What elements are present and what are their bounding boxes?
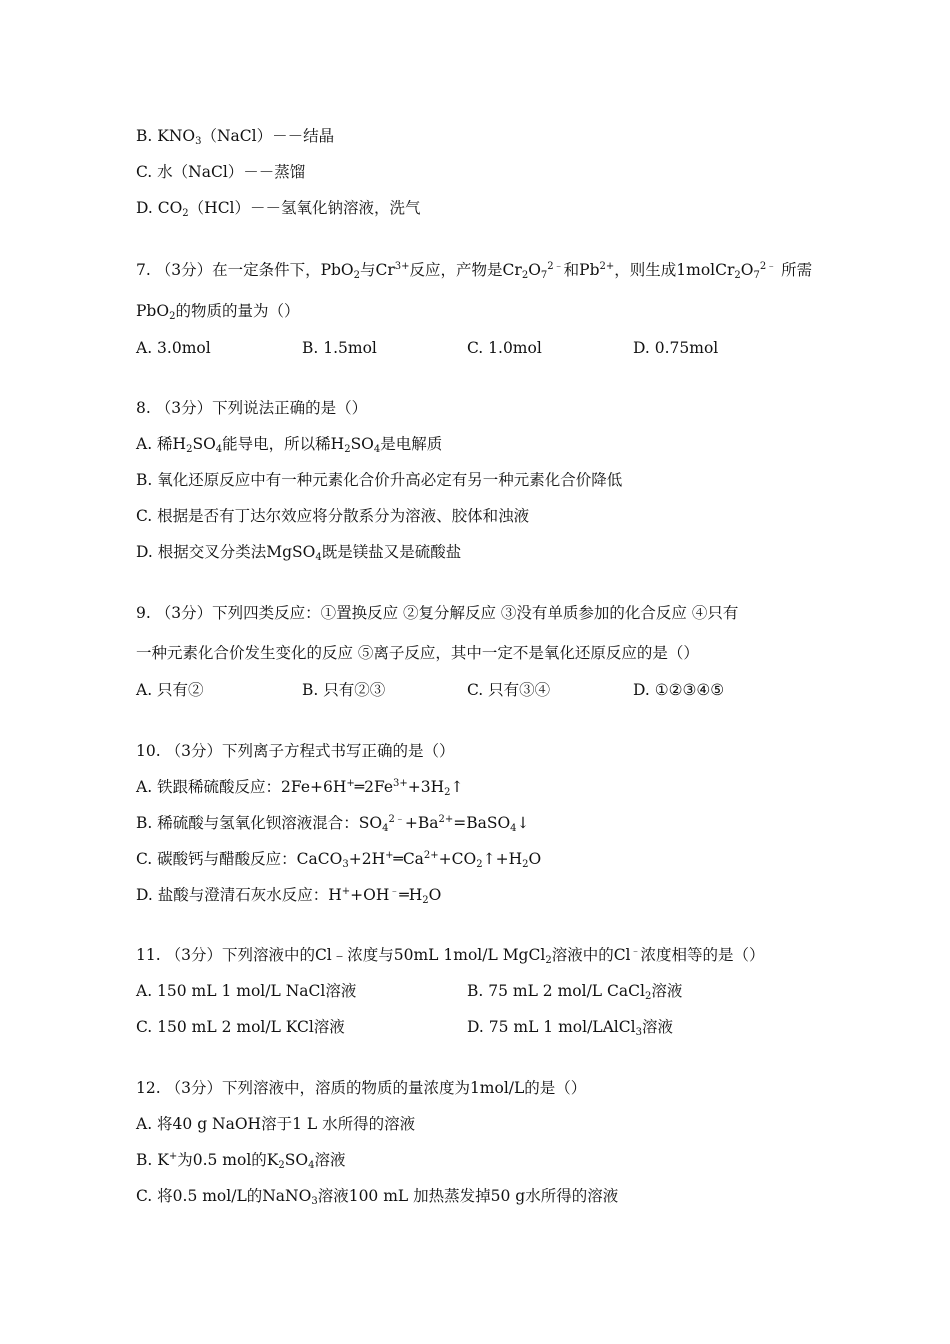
q9-option-b: B. 只有②③ (302, 681, 386, 699)
q11-option-b: B. 75 mL 2 mol/L CaCl$_2$溶液 (467, 982, 683, 1002)
q6-option-d: D. $CO_2(HCl)--$氢氧化钠溶液，洗气 (136, 199, 421, 219)
q6-option-b: B. $KNO_3(NaCl)--$结晶 (136, 127, 335, 147)
q7-option-a: A. 3.0mol (136, 339, 211, 357)
q10-stem: 10. （3分）下列离子方程式书写正确的是（） (136, 742, 455, 760)
q9-option-d: D. ①②③④⑤ (633, 681, 725, 699)
q8-option-b: B. 氧化还原反应中有一种元素化合价升高必定有另一种元素化合价降低 (136, 471, 623, 489)
q9-option-a: A. 只有② (136, 681, 204, 699)
q8-option-d: D. 根据交叉分类法MgSO$_4$既是镁盐又是硫酸盐 (136, 543, 462, 563)
q10-option-b: B. 稀硫酸与氢氧化钡溶液混合：$SO_4^{2﹣}+Ba^{2+}=BaSO_4↓$ (136, 814, 530, 834)
q12-option-a: A. 将40 g NaOH溶于1 L 水所得的溶液 (136, 1115, 416, 1133)
q7-option-b: B. 1.5mol (302, 339, 377, 357)
q8-option-c: C. 根据是否有丁达尔效应将分散系分为溶液、胶体和浊液 (136, 507, 530, 525)
q7-stem-line1: 7. （3分）在一定条件下，PbO$_2$与$Cr^{3+}$反应，产物是$Cr_2O_7^{2﹣}$和$Pb^{2+}$，则生成$1molCr_2O_7^{2﹣}$ 所需 (136, 261, 813, 281)
q12-option-b: B. K+为0.5 mol的$K_2SO_4$溶液 (136, 1151, 346, 1171)
q11-option-c: C. 150 mL 2 mol/L KCl溶液 (136, 1018, 345, 1036)
q7-option-c: C. 1.0mol (467, 339, 542, 357)
q11-option-d: D. 75 mL 1 mol/LAlCl$_3$溶液 (467, 1018, 673, 1038)
q6-option-c: C. 水（NaCl）－－蒸馏 (136, 163, 306, 181)
q11-option-a: A. 150 mL 1 mol/L NaCl溶液 (136, 982, 357, 1000)
q12-stem: 12. （3分）下列溶液中，溶质的物质的量浓度为1mol/L的是（） (136, 1079, 587, 1097)
q8-stem: 8. （3分）下列说法正确的是（） (136, 399, 368, 417)
q9-option-c: C. 只有③④ (467, 681, 551, 699)
q7-option-d: D. 0.75mol (633, 339, 719, 357)
q7-stem-line2: PbO$_2$的物质的量为（） (136, 302, 300, 322)
q10-option-c: C. 碳酸钙与醋酸反应：$CaCO_3+2H^+═Ca^{2+}+CO_2↑+H_2O$ (136, 850, 542, 870)
q9-stem-line2: 一种元素化合价发生变化的反应 ⑤离子反应，其中一定不是氧化还原反应的是（） (136, 644, 699, 662)
q9-stem-line1: 9. （3分）下列四类反应：①置换反应 ②复分解反应 ③没有单质参加的化合反应 ④只有 (136, 604, 739, 622)
q10-option-d: D. 盐酸与澄清石灰水反应：$H^++OH^﹣═H_2O$ (136, 886, 442, 906)
q11-stem: 11. （3分）下列溶液中的Cl﹣浓度与50mL 1mol/L MgCl$_2$溶液中的Cl﹣浓度相等的是（） (136, 946, 765, 966)
q10-option-a: A. 铁跟稀硫酸反应：$2Fe+6H^+═2Fe^{3+}+3H_2↑$ (136, 778, 464, 798)
q8-option-a: A. 稀$H_2SO_4$能导电，所以稀$H_2SO_4$是电解质 (136, 435, 443, 455)
q12-option-c: C. 将0.5 mol/L的NaNO$_3$溶液100 mL 加热蒸发掉50 g水所得的溶液 (136, 1187, 619, 1207)
